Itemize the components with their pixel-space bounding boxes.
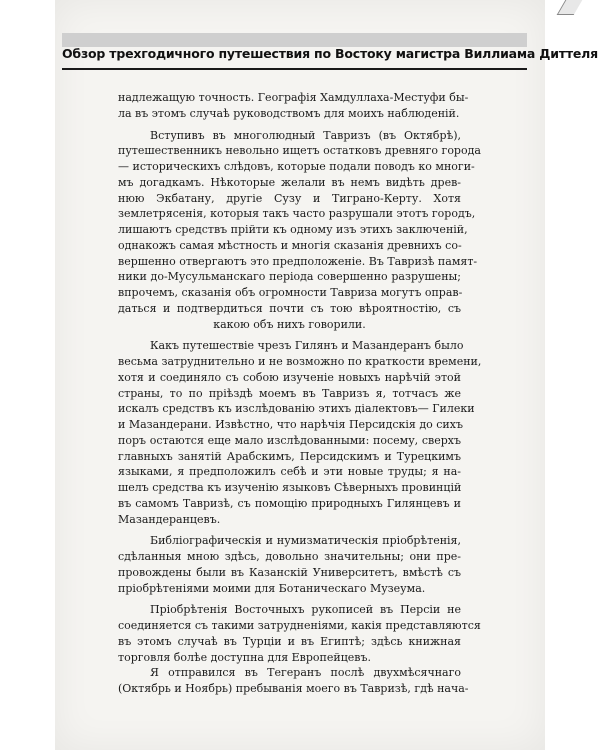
- text-line: Я отправился въ Тегеранъ послѣ двухмѣсячнаго: [150, 666, 461, 680]
- text-line: въ этомъ случаѣ въ Турціи и въ Египтѣ; здѣсь книжная: [118, 634, 461, 648]
- text-line: хотя и соединяло съ собою изученіе новыхъ нарѣчій этой: [118, 370, 461, 384]
- text-line: главныхъ занятій Арабскимъ, Персидскимъ и Турецкимъ: [118, 449, 461, 463]
- text-line: землетрясенія, которыя такъ часто разрушали этотъ городъ,: [118, 207, 476, 221]
- text-line: пріобрѣтеніями моими для Ботаническаго Музеума.: [118, 581, 426, 595]
- text-line: страны, то по пріѣздѣ моемъ въ Тавризъ я, тотчасъ же: [118, 386, 461, 400]
- text-line: ла въ этомъ случаѣ руководствомъ для моихъ наблюденій.: [118, 106, 460, 120]
- text-line: сдѣланныя мною здѣсь, довольно значительны; они пре-: [118, 550, 461, 563]
- text-line: провождены были въ Казанскій Университетъ, вмѣстѣ съ: [118, 565, 461, 579]
- text-line: Мазандеранцевъ.: [118, 512, 221, 526]
- text-line: мъ догадкамъ. Нѣкоторые желали въ немъ видѣть древ-: [118, 175, 461, 189]
- text-line: поръ остаются еще мало изслѣдованными: посему, сверхъ: [118, 433, 461, 447]
- text-line: однакожъ самая мѣстность и многія сказанія древнихъ со-: [118, 238, 462, 252]
- text-line: лишаютъ средствъ прійти къ одному изъ этихъ заключеній,: [118, 223, 468, 236]
- text-line: въ самомъ Тавризѣ, съ помощію природныхъ Гилянцевъ и: [118, 496, 461, 510]
- text-line: надлежащую точность. Географія Хамдуллаха-Местуфи бы-: [118, 91, 469, 104]
- text-line: весьма затруднительно и не возможно по краткости времени,: [118, 355, 482, 368]
- text-line: языками, я предположилъ себѣ и эти новые труды; я на-: [118, 465, 461, 479]
- text-line: шелъ средства къ изученію языковъ Сѣверныхъ провинцій: [118, 481, 462, 494]
- text-line: — историческихъ слѣдовъ, которые подали поводъ ко многи-: [118, 160, 475, 173]
- text-line: путешественникъ невольно ищетъ остатковъ древняго города: [118, 144, 481, 158]
- body-text: [118, 90, 482, 697]
- page-corner-mark: [557, 0, 583, 15]
- text-line: впрочемъ, сказанія объ огромности Тавриза могутъ оправ-: [118, 286, 463, 299]
- text-line: искалъ средствъ къ изслѣдованію этихъ діалектовъ— Гилеки: [118, 402, 475, 416]
- text-line: ники до-Мусульманскаго періода совершенно разрушены;: [118, 270, 461, 284]
- text-line: нюю Экбатану, другіе Сузу и Тиграно-Керту. Хотя: [118, 191, 461, 205]
- text-line: торговля болѣе доступна для Европейцевъ.: [118, 650, 371, 664]
- text-line: Вступивъ въ многолюдный Тавризъ (въ Октябрѣ),: [150, 128, 461, 142]
- text-line: даться и подтвердиться почти съ тою вѣроятностію, съ: [118, 301, 461, 315]
- text-line: вершенно отвергаютъ это предположеніе. Въ Тавризѣ памят-: [118, 254, 478, 268]
- text-line: (Октябрь и Ноябрь) пребыванія моего въ Тавризѣ, гдѣ нача-: [118, 682, 469, 695]
- text-line: соединяется съ такими затрудненіями, какія представляются: [118, 619, 481, 632]
- text-line: Пріобрѣтенія Восточныхъ рукописей въ Персіи не: [150, 603, 461, 617]
- running-title: Обзор трехгодичного путешествия по Востоку магистра Виллиама Диттеля: [62, 46, 598, 61]
- header-bar: [62, 33, 527, 47]
- title-rule: [62, 68, 527, 70]
- text-line: и Мазандерани. Извѣстно, что нарѣчія Персидскія до сихъ: [118, 418, 463, 431]
- text-line: Библіографическія и нумизматическія пріобрѣтенія,: [150, 534, 461, 548]
- text-line: какою объ нихъ говорили.: [213, 317, 366, 331]
- text-line: Какъ путешествіе чрезъ Гилянъ и Мазандеранъ было: [150, 339, 464, 353]
